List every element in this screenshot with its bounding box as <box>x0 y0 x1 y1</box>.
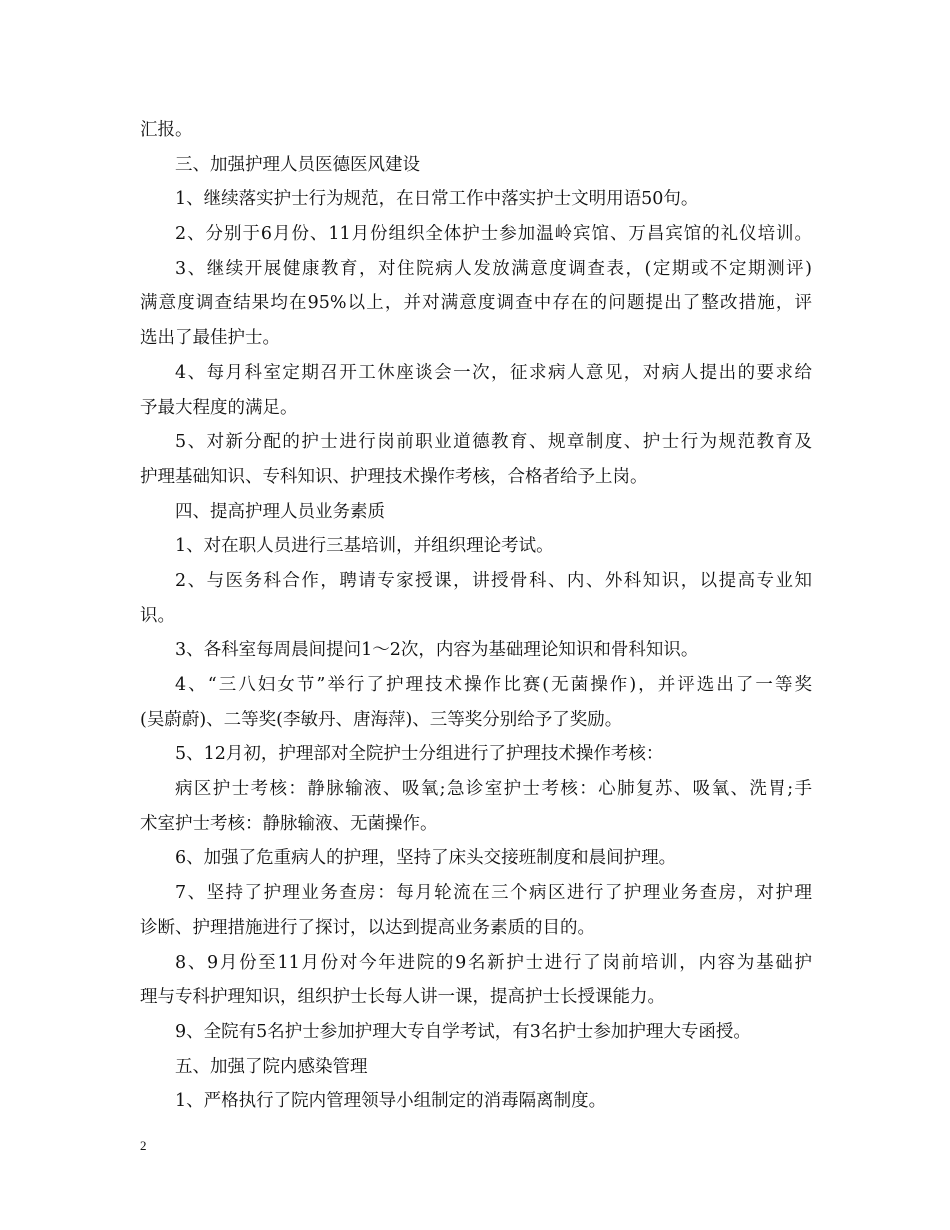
document-body <box>140 113 812 1119</box>
text-line: 识。 <box>140 605 175 626</box>
text-line: 1、继续落实护士行为规范，在日常工作中落实护士文明用语50句。 <box>175 189 699 210</box>
text-line: 8、9月份至11月份对今年进院的9名新护士进行了岗前培训，内容为基础护 <box>175 952 812 973</box>
text-line: 1、对在职人员进行三基培训，并组织理论考试。 <box>175 536 554 557</box>
text-line: 选出了最佳护士。 <box>140 328 280 349</box>
text-line: 7、坚持了护理业务查房：每月轮流在三个病区进行了护理业务查房，对护理 <box>175 883 812 904</box>
text-line: 护理基础知识、专科知识、护理技术操作考核，合格者给予上岗。 <box>140 466 648 487</box>
text-line: 理与专科护理知识，组织护士长每人讲一课，提高护士长授课能力。 <box>140 987 665 1008</box>
text-line: 4、“三八妇女节”举行了护理技术操作比赛(无菌操作)，并评选出了一等奖 <box>175 675 812 695</box>
text-line: 予最大程度的满足。 <box>140 397 298 418</box>
text-line: 4、每月科室定期召开工休座谈会一次，征求病人意见，对病人提出的要求给 <box>175 362 812 383</box>
text-line: 病区护士考核：静脉输液、吸氧;急诊室护士考核：心肺复苏、吸氧、洗胃;手 <box>175 779 812 800</box>
text-line: 1、严格执行了院内管理领导小组制定的消毒隔离制度。 <box>175 1091 607 1112</box>
text-line: 汇报。 <box>140 120 193 140</box>
text-line: 9、全院有5名护士参加护理大专自学考试，有3名护士参加护理大专函授。 <box>175 1021 751 1042</box>
text-line: (吴蔚蔚)、二等奖(李敏丹、唐海萍)、三等奖分别给予了奖励。 <box>140 709 623 730</box>
text-line: 3、各科室每周晨间提问1～2次，内容为基础理论知识和骨科知识。 <box>175 640 699 661</box>
page-number: 2 <box>140 1138 147 1153</box>
text-line: 3、继续开展健康教育，对住院病人发放满意度调查表，(定期或不定期测评) <box>175 258 812 279</box>
text-line: 诊断、护理措施进行了探讨，以达到提高业务素质的目的。 <box>140 917 595 938</box>
text-line: 6、加强了危重病人的护理，坚持了床头交接班制度和晨间护理。 <box>175 848 677 869</box>
text-line: 三、加强护理人员医德医风建设 <box>175 154 420 175</box>
text-line: 5、12月初，护理部对全院护士分组进行了护理技术操作考核： <box>175 744 664 765</box>
text-line: 5、对新分配的护士进行岗前职业道德教育、规章制度、护士行为规范教育及 <box>175 432 812 453</box>
text-line: 五、加强了院内感染管理 <box>175 1056 368 1077</box>
text-line: 四、提高护理人员业务素质 <box>175 501 385 522</box>
text-line: 2、分别于6月份、11月份组织全体护士参加温岭宾馆、万昌宾馆的礼仪培训。 <box>175 224 812 245</box>
text-line: 术室护士考核：静脉输液、无菌操作。 <box>140 813 438 834</box>
text-line: 2、与医务科合作，聘请专家授课，讲授骨科、内、外科知识，以提高专业知 <box>175 570 812 591</box>
text-line: 满意度调查结果均在95%以上，并对满意度调查中存在的问题提出了整改措施，评 <box>140 293 812 314</box>
